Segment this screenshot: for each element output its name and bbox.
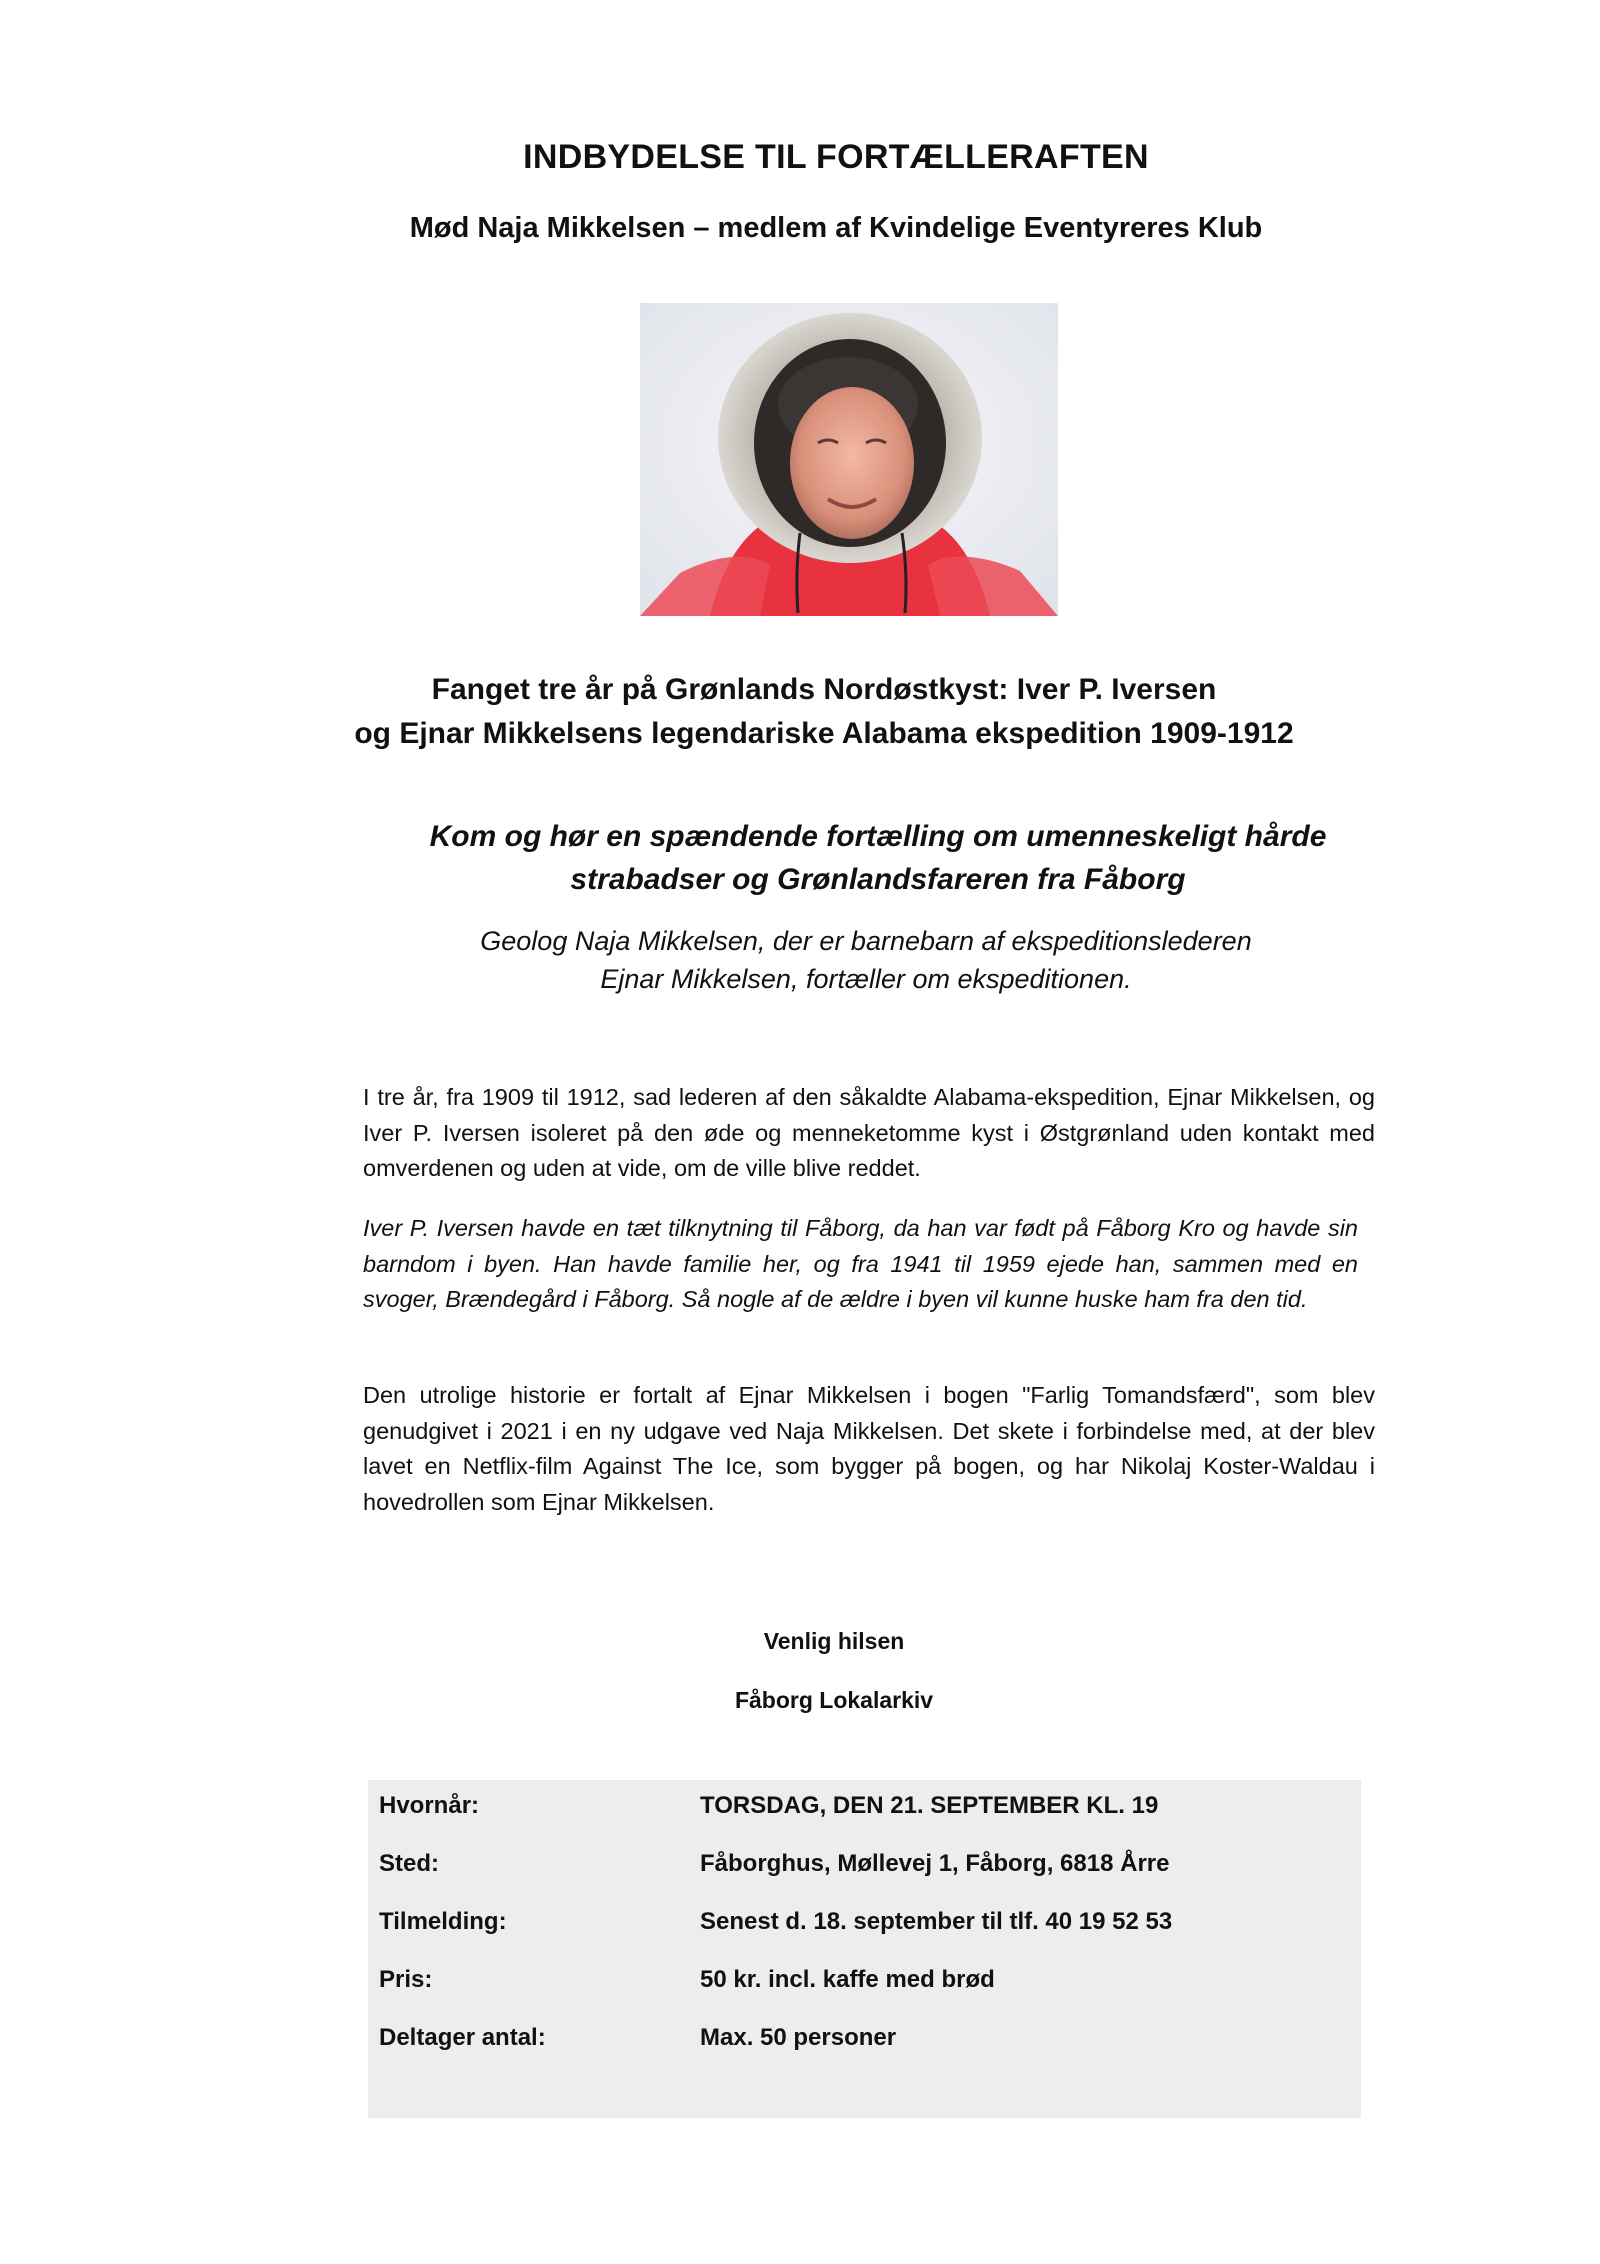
byline-line-1: Geolog Naja Mikkelsen, der er barnebarn af ekspeditionslederen — [480, 926, 1252, 956]
headline-line-1: Fanget tre år på Grønlands Nordøstkyst: Iver P. Iversen — [431, 673, 1217, 706]
lead-line-1: Kom og hør en spændende fortælling om umenneskeligt hårde — [429, 820, 1327, 853]
info-value: TORSDAG, DEN 21. SEPTEMBER KL. 19 — [700, 1792, 1159, 1819]
info-value: Senest d. 18. september til tlf. 40 19 52 53 — [700, 1908, 1173, 1935]
info-label: Pris: — [379, 1966, 433, 1993]
info-row-price — [368, 1966, 1361, 2006]
info-row-registration — [368, 1908, 1361, 1948]
info-label: Deltager antal: — [379, 2024, 546, 2051]
headline-line-2: og Ejnar Mikkelsens legendariske Alabama ekspedition 1909-1912 — [354, 717, 1294, 750]
info-label: Hvornår: — [379, 1792, 480, 1819]
info-row-when — [368, 1792, 1361, 1832]
body-paragraph-3: Den utrolige historie er fortalt af Ejnar Mikkelsen i bogen "Farlig Tomandsfærd", som blev genudgivet i 2021 i en ny udgave ved Naja Mikkelsen. Det skete i forbindelse med, at der blev lavet en Netflix-film Against The Ice, som bygger på bogen, og har Nikolaj Koster-Waldau i hovedrollen som Ejnar Mikkelsen. — [363, 1382, 1375, 1515]
event-headline — [24, 668, 1600, 756]
page-subtitle: Mød Naja Mikkelsen – medlem af Kvindelige Eventyreres Klub — [409, 212, 1263, 244]
page-title: INDBYDELSE TIL FORTÆLLERAFTEN — [523, 138, 1149, 176]
info-row-place — [368, 1850, 1361, 1890]
lead-text — [78, 815, 1600, 901]
info-label: Tilmelding: — [379, 1908, 507, 1935]
info-value: 50 kr. incl. kaffe med brød — [700, 1966, 995, 1993]
closing-greeting: Venlig hilsen — [763, 1628, 905, 1654]
info-row-participants — [368, 2024, 1361, 2064]
lead-line-2: strabadser og Grønlandsfareren fra Fåborg — [570, 863, 1186, 896]
event-info-box — [368, 1780, 1361, 2118]
body-paragraph-1: I tre år, fra 1909 til 1912, sad lederen af den såkaldte Alabama-ekspedition, Ejnar Mikkelsen, og Iver P. Iversen isoleret på den øde og menneketomme kyst i Østgrønland uden kontakt med omverdenen og uden at vide, om de ville blive reddet. — [363, 1084, 1375, 1181]
info-value: Fåborghus, Møllevej 1, Fåborg, 6818 Årre — [700, 1850, 1170, 1877]
info-value: Max. 50 personer — [700, 2024, 897, 2051]
closing-sender: Fåborg Lokalarkiv — [734, 1687, 934, 1713]
byline-line-2: Ejnar Mikkelsen, fortæller om ekspeditionen. — [600, 964, 1132, 994]
portrait-photo — [640, 303, 1058, 616]
speaker-byline — [66, 922, 1600, 998]
info-label: Sted: — [379, 1850, 439, 1877]
body-paragraph-2: Iver P. Iversen havde en tæt tilknytning til Fåborg, da han var født på Fåborg Kro og havde sin barndom i byen. Han havde familie her, og fra 1941 til 1959 ejede han, sammen med en svoger, Brændegård i Fåborg. Så nogle af de ældre i byen vil kunne huske ham fra den tid. — [363, 1215, 1358, 1312]
